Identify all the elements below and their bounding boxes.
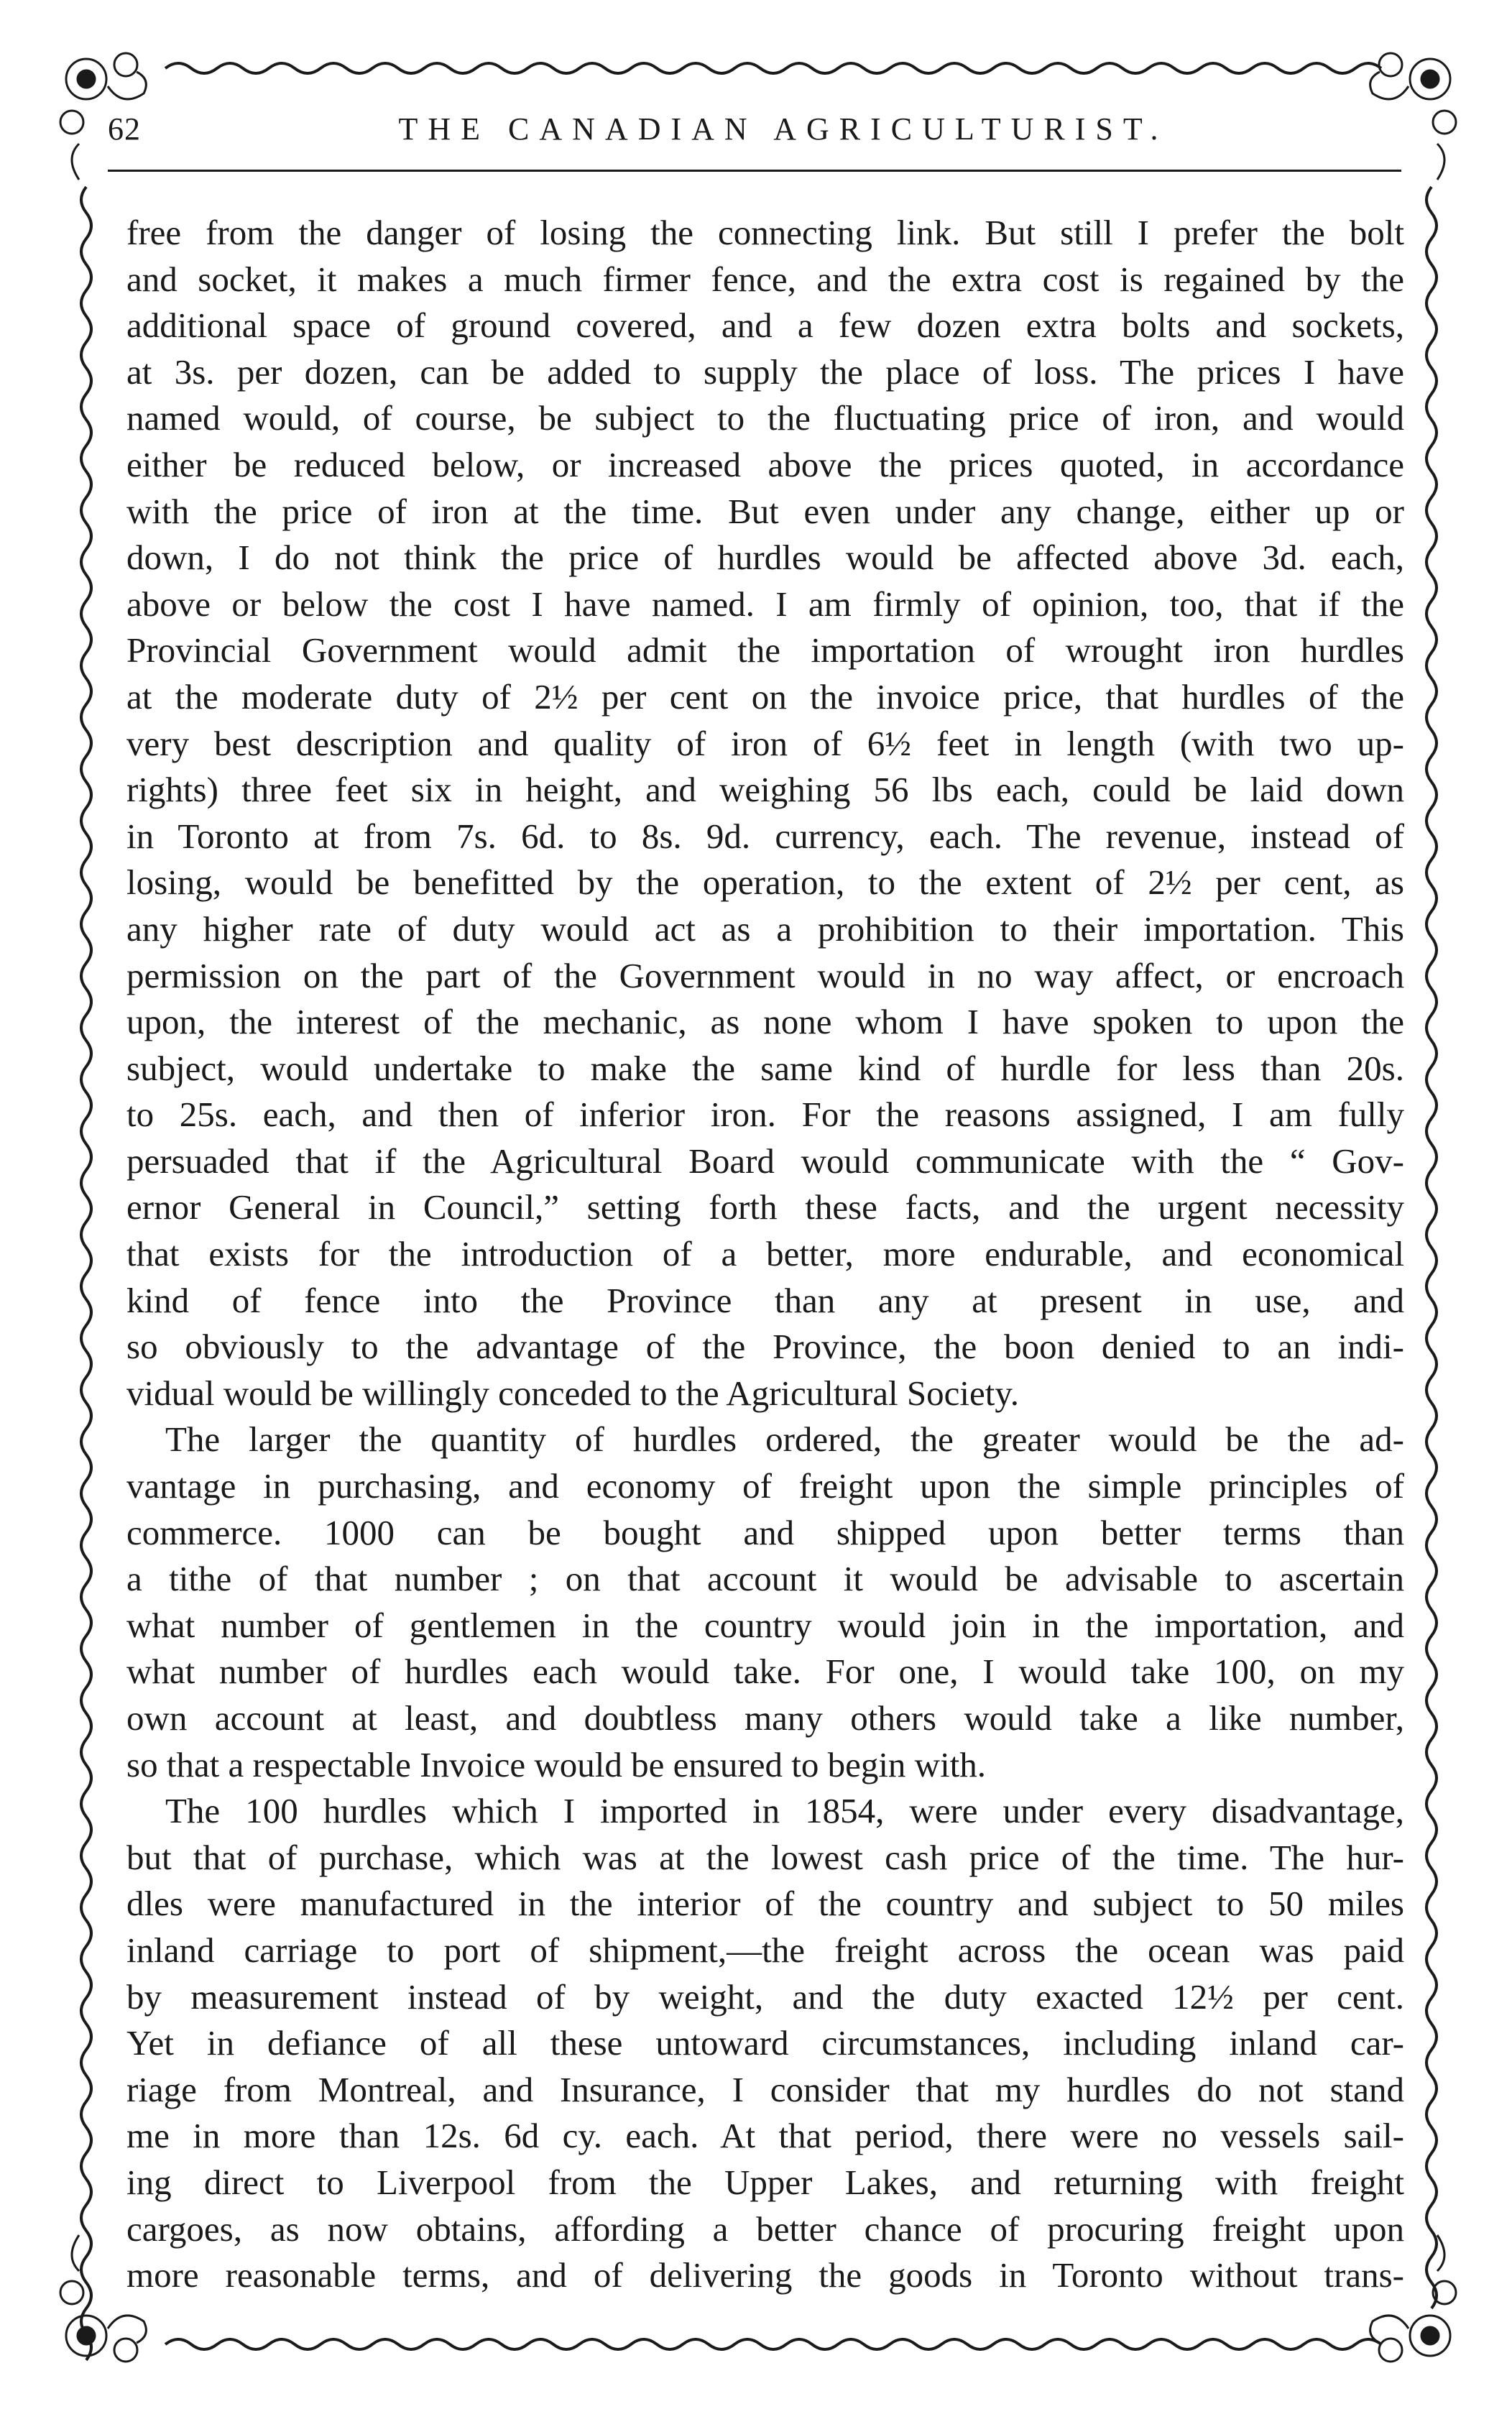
text-line: cargoes, as now obtains, affording a better chance of procuring freight upon [126, 2208, 1404, 2249]
text-line: named would, of course, be subject to the fluctuating price of iron, and would [126, 398, 1404, 438]
text-line: by measurement instead of by weight, and the duty exacted 12½ per cent. [126, 1976, 1404, 2017]
text-line: at the moderate duty of 2½ per cent on the invoice price, that hurdles of the [126, 676, 1404, 717]
text-line: but that of purchase, which was at the lowest cash price of the time. The hur- [126, 1837, 1404, 1877]
text-line: vidual would be willingly conceded to the Agricultural Society. [126, 1373, 1019, 1413]
text-line: kind of fence into the Province than any at present in use, and [126, 1280, 1404, 1320]
journal-title: THE CANADIAN AGRICULTURIST. [398, 111, 1168, 147]
text-line: permission on the part of the Government would in no way affect, or encroach [126, 955, 1404, 995]
text-line: above or below the cost I have named. I am firmly of opinion, too, that if the [126, 584, 1404, 624]
text-line: more reasonable terms, and of delivering the goods in Toronto without trans- [126, 2255, 1404, 2295]
text-line: riage from Montreal, and Insurance, I consider that my hurdles do not stand [126, 2069, 1404, 2109]
top-border-line [165, 63, 1381, 73]
text-line: subject, would undertake to make the same kind of hurdle for less than 20s. [126, 1048, 1404, 1088]
text-line: at 3s. per dozen, can be added to supply the place of loss. The prices I have [126, 351, 1404, 392]
text-line: in Toronto at from 7s. 6d. to 8s. 9d. currency, each. The revenue, instead of [126, 816, 1404, 856]
text-line: persuaded that if the Agricultural Board would communicate with the “ Gov- [126, 1141, 1404, 1181]
page-number: 62 [108, 111, 141, 147]
text-line: rights) three feet six in height, and weighing 56 lbs each, could be laid down [126, 770, 1404, 810]
text-line: dles were manufactured in the interior of the country and subject to 50 miles [126, 1884, 1404, 1924]
text-line: any higher rate of duty would act as a prohibition to their importation. This [126, 908, 1404, 949]
text-line: The larger the quantity of hurdles ordered, the greater would be the ad- [165, 1419, 1404, 1460]
text-line: a tithe of that number ; on that account it would be advisable to ascertain [126, 1559, 1404, 1599]
text-line: what number of gentlemen in the country would join in the importation, and [126, 1605, 1404, 1645]
text-line: either be reduced below, or increased above the prices quoted, in accordance [126, 444, 1404, 484]
text-line: and socket, it makes a much firmer fence, and the extra cost is regained by the [126, 259, 1404, 299]
text-line: upon, the interest of the mechanic, as none whom I have spoken to upon the [126, 1002, 1404, 1042]
text-line: what number of hurdles each would take. For one, I would take 100, on my [126, 1652, 1404, 1692]
text-line: me in more than 12s. 6d cy. each. At that period, there were no vessels sail- [126, 2116, 1404, 2156]
text-line: to 25s. each, and then of inferior iron. For the reasons assigned, I am fully [126, 1095, 1404, 1135]
text-line: so that a respectable Invoice would be ensured to begin with. [126, 1744, 987, 1784]
text-line: Yet in defiance of all these untoward circumstances, including inland car- [126, 2023, 1404, 2063]
text-line: ing direct to Liverpool from the Upper Lakes, and returning with freight [126, 2162, 1404, 2202]
text-line: inland carriage to port of shipment,—the freight across the ocean was paid [126, 1930, 1404, 1970]
bottom-border-line [165, 2339, 1381, 2349]
text-line: free from the danger of losing the connecting link. But still I prefer the bolt [126, 213, 1404, 252]
text-line: losing, would be benefitted by the operation, to the extent of 2½ per cent, as [126, 862, 1404, 903]
left-border-line [81, 187, 91, 2360]
header-rule [108, 170, 1401, 172]
text-line: with the price of iron at the time. But even under any change, either up or [126, 491, 1404, 531]
right-border-line [1426, 187, 1437, 2308]
text-line: that exists for the introduction of a better, more endurable, and economical [126, 1234, 1404, 1274]
text-line: ernor General in Council,” setting forth these facts, and the urgent necessity [126, 1187, 1404, 1227]
text-line: vantage in purchasing, and economy of freight upon the simple principles of [126, 1466, 1404, 1506]
text-line: The 100 hurdles which I imported in 1854, were under every disadvantage, [165, 1791, 1404, 1831]
text-line: so obviously to the advantage of the Province, the boon denied to an indi- [126, 1327, 1404, 1367]
text-line: commerce. 1000 can be bought and shipped upon better terms than [126, 1512, 1404, 1552]
text-line: down, I do not think the price of hurdles would be affected above 3d. each, [126, 538, 1404, 578]
running-head [108, 101, 1444, 158]
article-body [126, 210, 1404, 2299]
text-line: Provincial Government would admit the importation of wrought iron hurdles [126, 630, 1404, 671]
text-line: very best description and quality of iron of 6½ feet in length (with two up- [126, 723, 1404, 763]
text-line: additional space of ground covered, and a few dozen extra bolts and sockets, [126, 305, 1404, 346]
text-line: own account at least, and doubtless many others would take a like number, [126, 1698, 1404, 1738]
